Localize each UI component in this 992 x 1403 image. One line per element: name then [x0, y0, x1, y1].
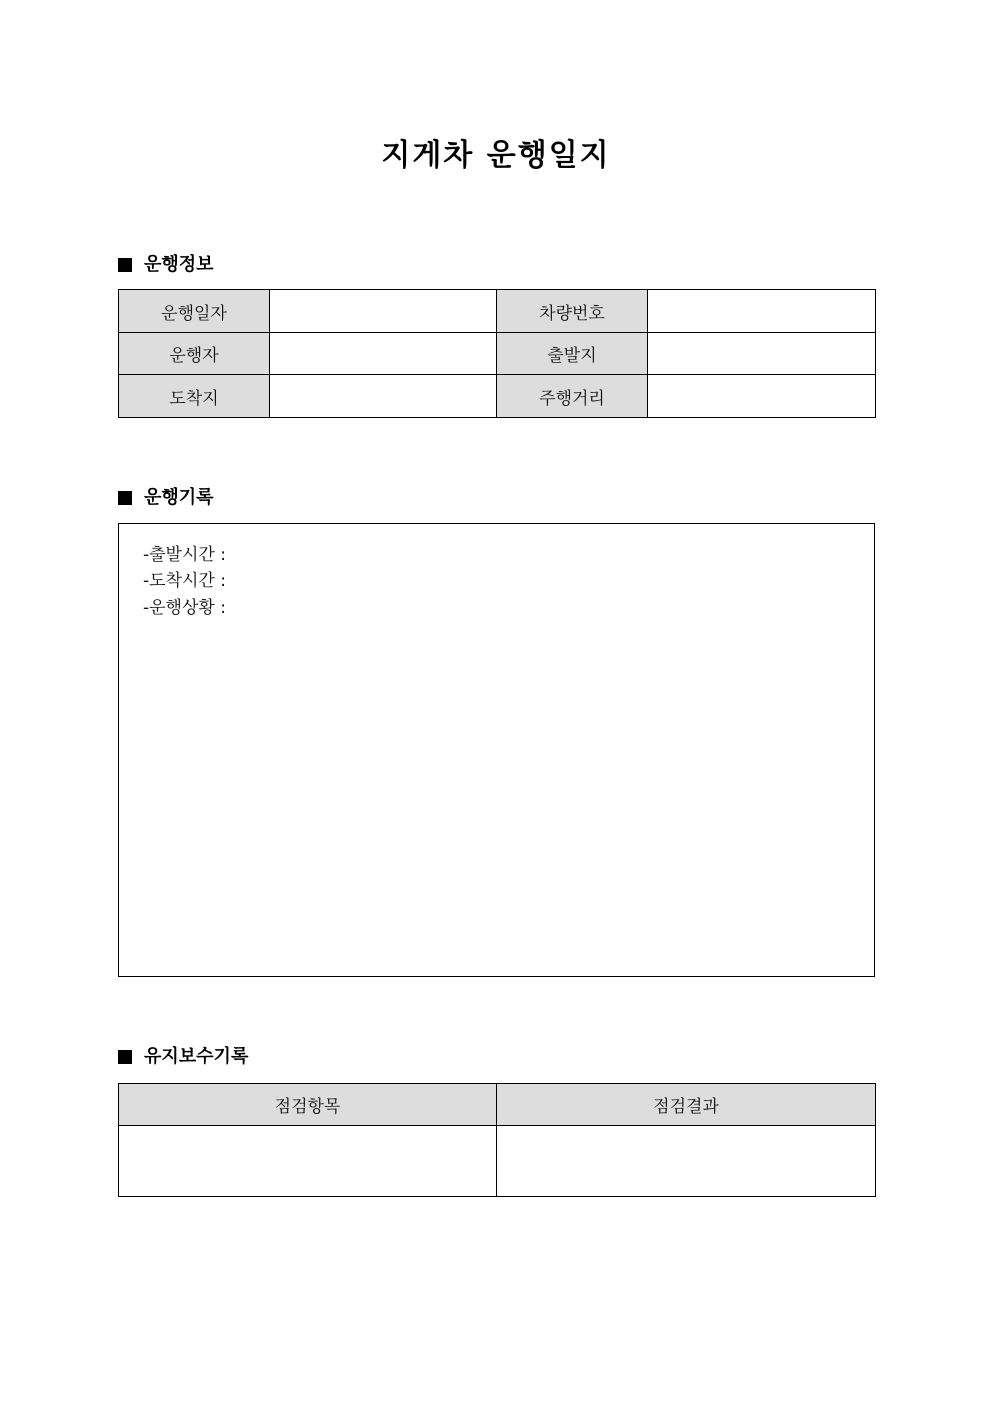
section-heading-label: 운행정보	[144, 254, 214, 275]
driving-info-table	[118, 289, 876, 418]
table-row	[119, 290, 876, 333]
label-arrival-place: 도착지	[119, 375, 270, 418]
section-heading-driving-info	[118, 252, 214, 278]
driving-record-box[interactable]	[118, 523, 875, 977]
table-row	[119, 333, 876, 375]
table-row	[119, 375, 876, 418]
label-vehicle-number: 차량번호	[497, 290, 648, 333]
table-row	[119, 1126, 876, 1197]
field-inspection-item[interactable]	[119, 1126, 497, 1197]
record-line-driving-status: -운행상황 :	[143, 598, 226, 618]
column-header-inspection-result: 점검결과	[497, 1084, 876, 1126]
field-distance[interactable]	[648, 375, 876, 418]
field-vehicle-number[interactable]	[648, 290, 876, 333]
square-bullet-icon	[118, 258, 132, 272]
field-drive-date[interactable]	[270, 290, 497, 333]
field-inspection-result[interactable]	[497, 1126, 876, 1197]
section-heading-driving-record	[118, 485, 214, 511]
label-distance: 주행거리	[497, 375, 648, 418]
document-title: 지게차 운행일지	[381, 138, 611, 173]
label-departure-place: 출발지	[497, 333, 648, 375]
label-driver: 운행자	[119, 333, 270, 375]
square-bullet-icon	[118, 1050, 132, 1064]
field-arrival-place[interactable]	[270, 375, 497, 418]
record-line-departure-time: -출발시간 :	[143, 545, 226, 565]
column-header-inspection-item: 점검항목	[119, 1084, 497, 1126]
square-bullet-icon	[118, 491, 132, 505]
field-driver[interactable]	[270, 333, 497, 375]
table-header-row	[119, 1084, 876, 1126]
field-departure-place[interactable]	[648, 333, 876, 375]
section-heading-label: 유지보수기록	[144, 1046, 249, 1067]
section-heading-maintenance	[118, 1044, 248, 1070]
maintenance-table	[118, 1083, 876, 1197]
record-line-arrival-time: -도착시간 :	[143, 571, 226, 591]
section-heading-label: 운행기록	[144, 487, 214, 508]
label-drive-date: 운행일자	[119, 290, 270, 333]
